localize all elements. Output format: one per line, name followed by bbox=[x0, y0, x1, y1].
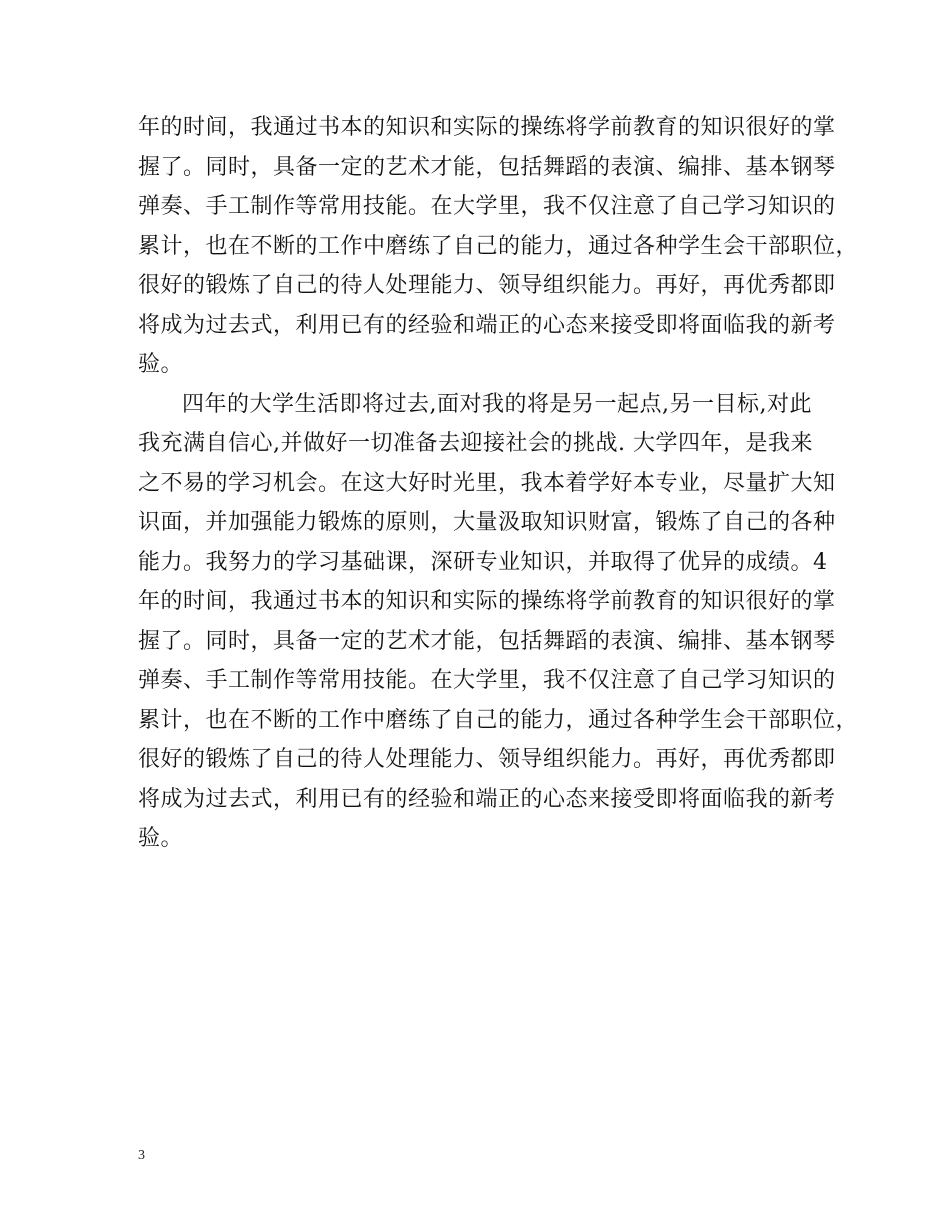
text-line: 很好的锻炼了自己的待人处理能力、领导组织能力。再好，再优秀都即 bbox=[138, 747, 836, 772]
document-body bbox=[138, 108, 859, 859]
text-line: 很好的锻炼了自己的待人处理能力、领导组织能力。再好，再优秀都即 bbox=[138, 273, 836, 298]
text-line: 握了。同时，具备一定的艺术才能，包括舞蹈的表演、编排、基本钢琴 bbox=[138, 154, 836, 180]
text-line: 弹奏、手工制作等常用技能。在大学里，我不仅注意了自己学习知识的 bbox=[138, 668, 836, 693]
text-line: 年的时间，我通过书本的知识和实际的操练将学前教育的知识很好的掌 bbox=[138, 115, 836, 140]
text-line: 能力。我努力的学习基础课，深研专业知识，并取得了优异的成绩。4 bbox=[138, 549, 828, 575]
text-line: 将成为过去式，利用已有的经验和端正的心态来接受即将面临我的新考 bbox=[138, 786, 836, 812]
text-line-first-indented: 四年的大学生活即将过去,面对我的将是另一起点,另一目标,对此 bbox=[182, 391, 812, 417]
text-line: 将成为过去式，利用已有的经验和端正的心态来接受即将面临我的新考 bbox=[138, 312, 836, 338]
text-line: 验。 bbox=[138, 826, 184, 851]
text-line: 握了。同时，具备一定的艺术才能，包括舞蹈的表演、编排、基本钢琴 bbox=[138, 628, 836, 654]
text-line: 之不易的学习机会。在这大好时光里，我本着学好本专业，尽量扩大知 bbox=[138, 470, 836, 496]
text-line: 年的时间，我通过书本的知识和实际的操练将学前教育的知识很好的掌 bbox=[138, 589, 836, 614]
paragraph-2 bbox=[138, 385, 859, 859]
text-line: 累计，也在不断的工作中磨练了自己的能力，通过各种学生会干部职位， bbox=[138, 233, 859, 259]
paragraph-1 bbox=[138, 108, 859, 385]
text-line: 弹奏、手工制作等常用技能。在大学里，我不仅注意了自己学习知识的 bbox=[138, 194, 836, 219]
text-line: 识面，并加强能力锻炼的原则，大量汲取知识财富，锻炼了自己的各种 bbox=[138, 510, 836, 535]
page-number: 3 bbox=[138, 1148, 145, 1163]
text-line: 累计，也在不断的工作中磨练了自己的能力，通过各种学生会干部职位， bbox=[138, 707, 859, 733]
text-line: 我充满自信心,并做好一切准备去迎接社会的挑战. 大学四年，是我来 bbox=[138, 431, 813, 456]
text-line: 验。 bbox=[138, 352, 184, 377]
